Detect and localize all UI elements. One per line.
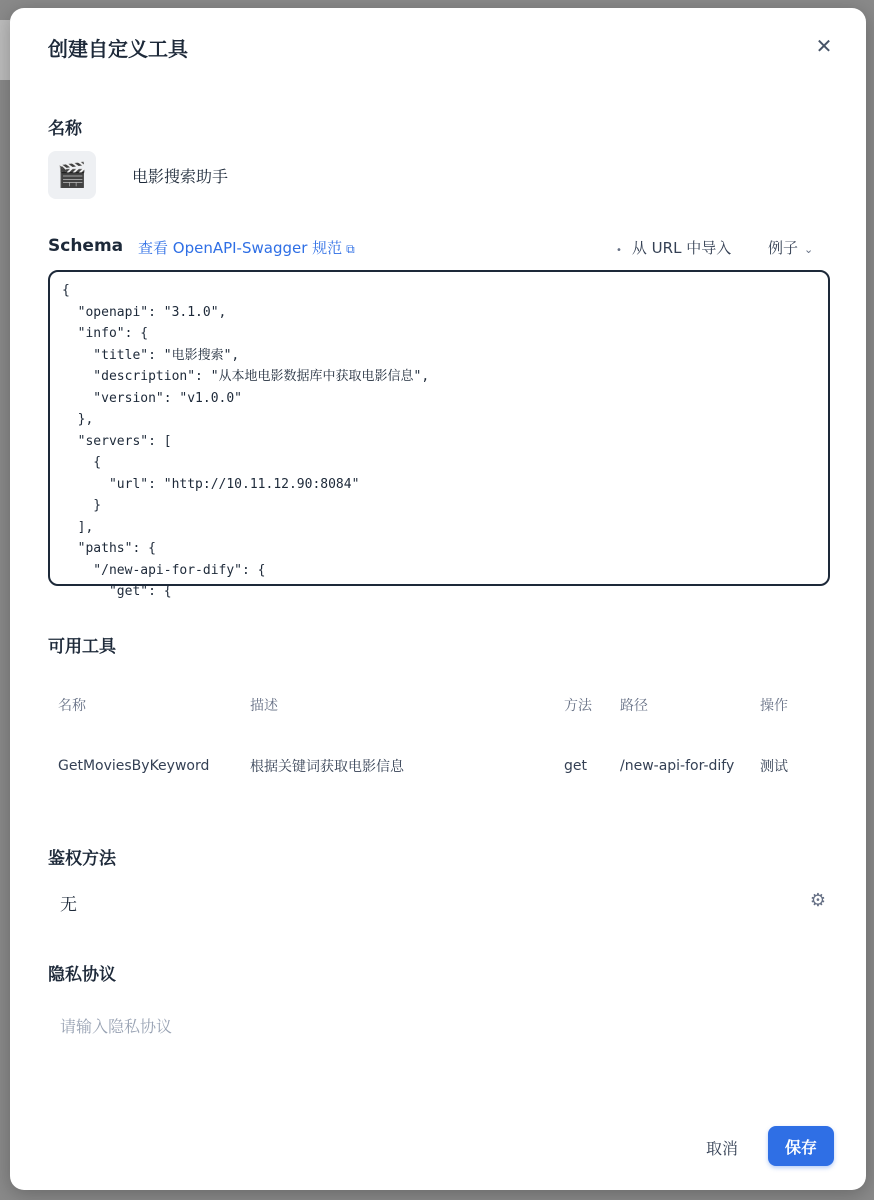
openapi-spec-link[interactable] xyxy=(138,237,355,258)
tool-method-cell: get xyxy=(564,758,587,774)
close-icon[interactable]: ✕ xyxy=(815,34,833,58)
examples-dropdown[interactable] xyxy=(768,237,813,258)
col-header-name: 名称 xyxy=(58,698,86,714)
schema-label: Schema xyxy=(48,236,124,256)
col-header-description: 描述 xyxy=(250,698,278,714)
tools-table xyxy=(48,676,830,798)
tool-path-cell: /new-api-for-dify xyxy=(620,758,735,774)
name-label: 名称 xyxy=(48,119,82,139)
import-url-label: 从 URL 中导入 xyxy=(631,239,732,257)
cancel-button[interactable]: 取消 xyxy=(690,1128,754,1166)
tool-description-cell: 根据关键词获取电影信息 xyxy=(250,759,404,775)
external-link-icon: ⧉ xyxy=(346,242,355,256)
schema-editor[interactable]: { "openapi": "3.1.0", "info": { "title": "电影搜索", "description": "从本地电影数据库中获取电影信息", "version": "v1.0.0" }, "servers": [ { "url": "http://10.11.12.90:8084" } ], "paths": { "/new-api-for-dify": { "get": { xyxy=(48,270,830,586)
col-header-method: 方法 xyxy=(564,698,592,714)
test-button[interactable]: 测试 xyxy=(760,759,788,775)
tool-name-cell: GetMoviesByKeyword xyxy=(58,758,210,774)
auth-method-value: 无 xyxy=(60,895,77,915)
backdrop-sliver xyxy=(0,20,10,80)
chevron-down-icon: ⌄ xyxy=(804,243,814,256)
available-tools-label: 可用工具 xyxy=(48,637,116,657)
col-header-path: 路径 xyxy=(620,698,648,714)
import-from-url-button[interactable] xyxy=(616,237,731,258)
auth-method-label: 鉴权方法 xyxy=(48,849,116,869)
clapperboard-icon: 🎬 xyxy=(57,161,87,189)
gear-icon: ⚙ xyxy=(809,890,826,911)
auth-method-selector[interactable] xyxy=(48,880,830,924)
col-header-action: 操作 xyxy=(760,698,788,714)
tool-name-input[interactable] xyxy=(120,151,852,199)
table-header-row xyxy=(48,676,830,734)
spec-link-text: 查看 OpenAPI-Swagger 规范 xyxy=(138,239,343,257)
table-row xyxy=(48,734,830,798)
save-button[interactable]: 保存 xyxy=(768,1126,834,1166)
tool-icon-picker[interactable] xyxy=(48,151,96,199)
dialog-title: 创建自定义工具 xyxy=(48,37,188,61)
privacy-policy-input[interactable] xyxy=(48,1004,830,1048)
examples-label: 例子 xyxy=(768,239,799,257)
import-icon: • xyxy=(616,245,622,256)
create-custom-tool-dialog xyxy=(10,8,866,1190)
privacy-policy-label: 隐私协议 xyxy=(48,965,116,985)
